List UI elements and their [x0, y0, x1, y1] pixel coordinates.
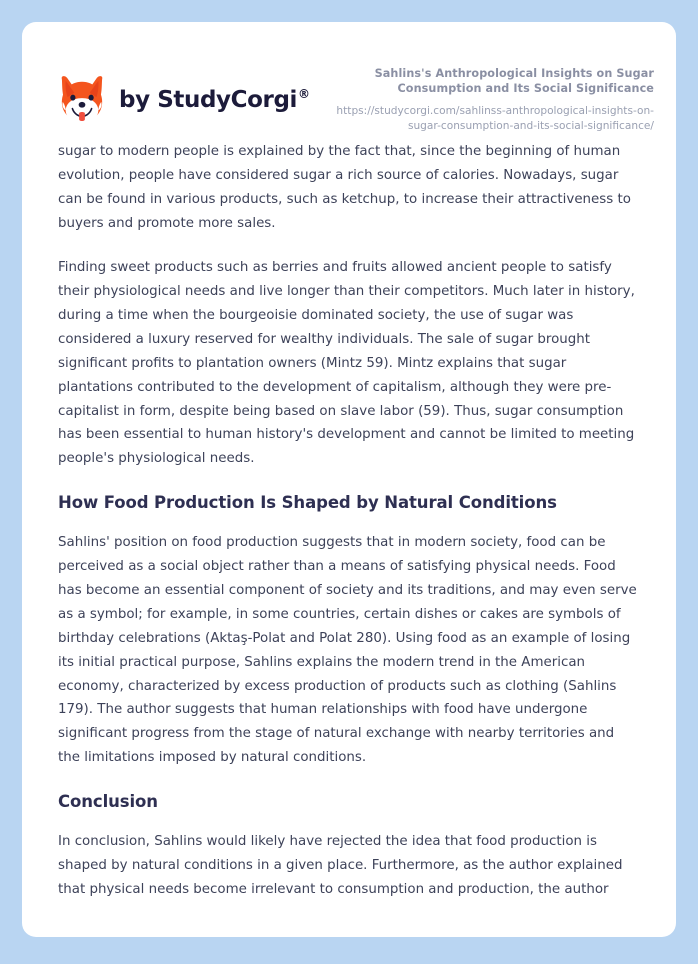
document-header: [22, 22, 676, 140]
corgi-head-icon: [58, 75, 106, 125]
paragraph: Sahlins' position on food production suggests that in modern society, food can be perceived as a social object rather than a means of satisfying physical needs. Food has become an essential component of society and its traditions, and may even serve as a symbol; for example, in some countries, certain dishes or cakes are symbols of birthday celebrations (Aktaş-Polat and Polat 280). Using food as an example of losing its initial practical purpose, Sahlins explains the modern trend in the American economy, characterized by excess production of products such as clothing (Sahlins 179). The author suggests that human relationships with food have undergone significant progress from the stage of natural exchange with nearby territories and the limitations imposed by natural conditions.: [58, 535, 637, 766]
brand-wordmark: [119, 87, 310, 113]
brand-wordmark-text: by StudyCorgi: [119, 87, 298, 113]
source-url[interactable]: https://studycorgi.com/sahlinss-anthropological-insights-on-sugar-consumption-and-its-social-significance/: [336, 105, 654, 133]
paragraph: In conclusion, Sahlins would likely have rejected the idea that food production is shaped by natural conditions in a given place. Furthermore, as the author explained that physical needs become irrelevant to consumption and production, the author: [58, 834, 623, 898]
document-meta: [310, 66, 654, 135]
brand-logo: [58, 75, 310, 125]
section-heading: How Food Production Is Shaped by Natural Conditions: [58, 493, 557, 513]
page-title: Sahlins's Anthropological Insights on Sugar Consumption and Its Social Significance: [374, 66, 654, 96]
document-page-card: [22, 22, 676, 937]
paragraph: sugar to modern people is explained by the fact that, since the beginning of human evolution, people have considered sugar a rich source of calories. Nowadays, sugar can be found in various products, such as ketchup, to increase their attractiveness to buyers and promote more sales.: [58, 144, 631, 231]
paragraph: Finding sweet products such as berries and fruits allowed ancient people to satisfy their physiological needs and live longer than their competitors. Much later in history, during a time when the bourgeoisie dominated society, the use of sugar was considered a luxury reserved for wealthy individuals. The sale of sugar brought significant profits to plantation owners (Mintz 59). Mintz explains that sugar plantations contributed to the development of capitalism, although they were pre-capitalist in form, despite being based on slave labor (59). Thus, sugar consumption has been essential to human history's development and cannot be limited to meeting people's physiological needs.: [58, 260, 635, 467]
document-body: [22, 140, 676, 902]
registered-trademark-icon: ®: [298, 87, 310, 102]
section-heading: Conclusion: [58, 792, 158, 812]
